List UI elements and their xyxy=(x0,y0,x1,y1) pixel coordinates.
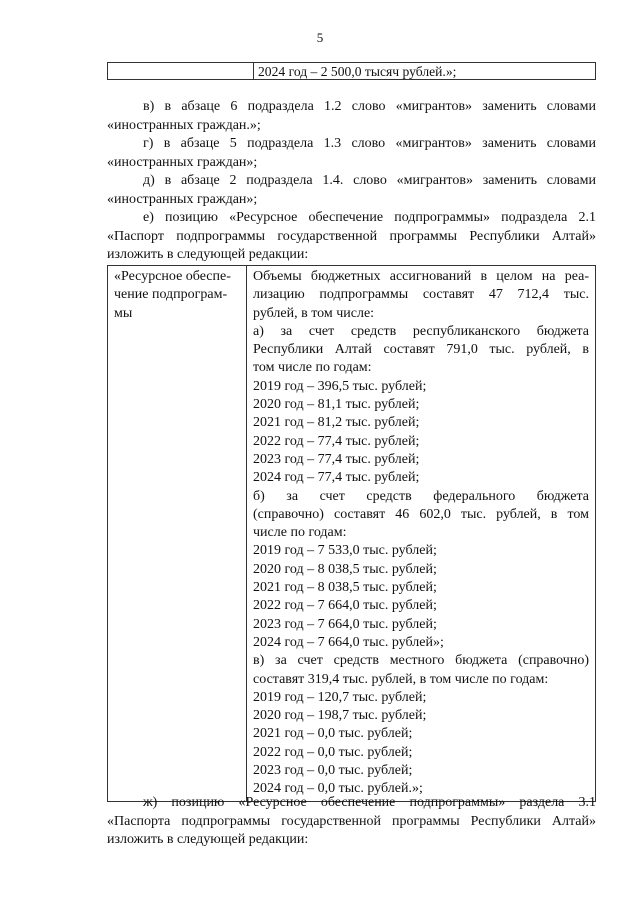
content-line: 2024 год – 7 664,0 тыс. рублей»; xyxy=(253,634,444,650)
content-line: рублей, в том числе: xyxy=(253,305,375,321)
content-line: 2021 год – 8 038,5 тыс. рублей; xyxy=(253,580,437,596)
content-line: 2021 год – 0,0 тыс. рублей; xyxy=(253,726,413,742)
continuation-table xyxy=(107,62,596,80)
content-line: 2024 год – 0,0 тыс. рублей.»; xyxy=(253,781,423,797)
content-line: 2020 год – 198,7 тыс. рублей; xyxy=(253,708,427,724)
content-line: б) за счет средств федерального бюджета xyxy=(253,488,589,504)
content-line: 2021 год – 81,2 тыс. рублей; xyxy=(253,415,420,431)
content-line: в) за счет средств местного бюджета (справочно) xyxy=(253,653,589,669)
content-line: 2019 год – 120,7 тыс. рублей; xyxy=(253,689,427,705)
content-line: том числе по годам: xyxy=(253,360,372,376)
paragraph-d: д) в абзаце 2 подраздела 1.4. слово «мигрантов» заменить словами «иностранных граждан»; xyxy=(107,173,596,207)
content-line: 2023 год – 0,0 тыс. рублей; xyxy=(253,763,413,779)
content-line: 2019 год – 396,5 тыс. рублей; xyxy=(253,378,427,394)
paragraph-g: г) в абзаце 5 подраздела 1.3 слово «мигрантов» заменить словами «иностранных граждан»; xyxy=(107,136,596,170)
content-line: Объемы бюджетных ассигнований в целом на реа- xyxy=(253,269,589,284)
paragraph-e: е) позицию «Ресурсное обеспечение подпрограммы» подраздела 2.1 «Паспорт подпрограммы государственной программы Республики Алтай» изложить в следующей редакции: xyxy=(107,210,596,262)
resource-content-cell xyxy=(247,266,596,802)
content-line: 2023 год – 7 664,0 тыс. рублей; xyxy=(253,616,437,632)
table-cell-funding-2024: 2024 год – 2 500,0 тысяч рублей.»; xyxy=(254,63,596,80)
content-line: 2023 год – 77,4 тыс. рублей; xyxy=(253,451,420,467)
content-line: Республики Алтай составят 791,0 тыс. рублей, в xyxy=(253,342,589,358)
paragraph-zh: ж) позицию «Ресурсное обеспечение подпрограммы» раздела 3.1 «Паспорта подпрограммы государственной программы Республики Алтай» изложить в следующей редакции: xyxy=(107,795,596,847)
amendment-paragraphs xyxy=(107,98,596,265)
paragraph-v: в) в абзаце 6 подраздела 1.2 слово «мигрантов» заменить словами «иностранных граждан.»; xyxy=(107,99,596,133)
content-line: 2020 год – 8 038,5 тыс. рублей; xyxy=(253,561,437,577)
content-line: 2024 год – 77,4 тыс. рублей; xyxy=(253,470,420,486)
content-line: составят 319,4 тыс. рублей, в том числе по годам: xyxy=(253,671,549,687)
content-line: 2022 год – 0,0 тыс. рублей; xyxy=(253,744,413,760)
content-line: 2019 год – 7 533,0 тыс. рублей; xyxy=(253,543,437,559)
table-row xyxy=(108,63,596,80)
content-line: (справочно) составят 46 602,0 тыс. рублей, в том xyxy=(253,506,589,522)
content-line: 2020 год – 81,1 тыс. рублей; xyxy=(253,397,420,413)
content-line: а) за счет средств республиканского бюджета xyxy=(253,323,589,339)
table-row xyxy=(108,266,596,802)
content-line: лизацию подпрограммы составят 47 712,4 тыс. xyxy=(253,287,589,303)
content-line: 2022 год – 7 664,0 тыс. рублей; xyxy=(253,598,437,614)
table-cell-empty xyxy=(108,63,254,80)
closing-paragraphs xyxy=(107,794,596,850)
page-number: 5 xyxy=(316,30,324,45)
resource-label-cell xyxy=(108,266,247,802)
resource-label: «Ресурсное обеспе-чение подпрограм-мы xyxy=(114,269,231,321)
content-line: 2022 год – 77,4 тыс. рублей; xyxy=(253,433,420,449)
content-line: числе по годам: xyxy=(253,525,347,541)
resource-table xyxy=(107,265,596,802)
